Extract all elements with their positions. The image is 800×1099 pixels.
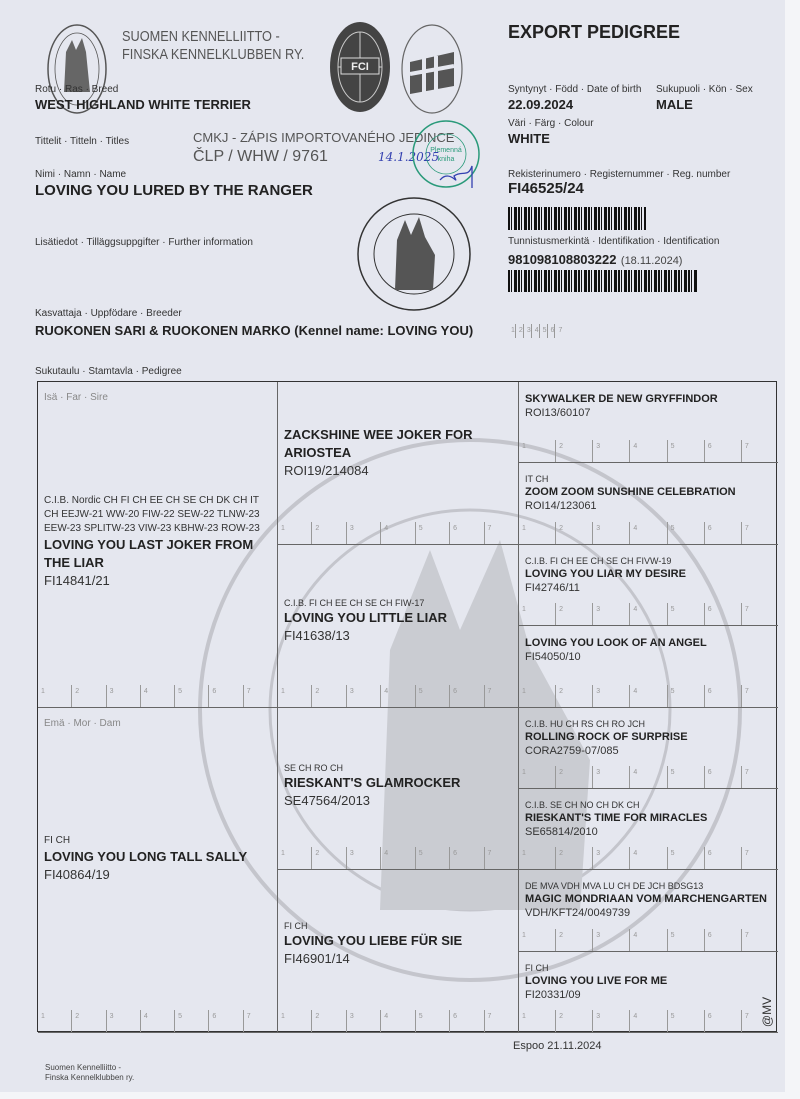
pedigree-cell-gen3 — [519, 789, 778, 870]
scale-mark: 7 — [243, 1010, 277, 1032]
pedigree-cell-gen2 — [278, 870, 519, 1033]
scale-mark: 1 — [522, 931, 526, 939]
signature-mark: @MV — [760, 996, 775, 1028]
scale-mark: 5 — [667, 929, 704, 951]
scale-mark: 3 — [106, 1010, 140, 1032]
dog-reg-number: FI41638/13 — [284, 627, 350, 643]
fci-logo-text: FCI — [351, 61, 369, 73]
dob-label: Syntynyt · Född · Date of birth — [508, 84, 642, 95]
scale-mark: 3 — [592, 603, 629, 625]
pedigree-table — [37, 381, 777, 1032]
scale-mark: 4 — [531, 324, 539, 338]
further-info-label: Lisätiedot · Tilläggsuppgifter · Further information — [35, 237, 253, 248]
scale-mark: 7 — [741, 440, 778, 462]
dog-name: LOVING YOU LIEBE FÜR SIE — [284, 933, 463, 949]
pedigree-cell-gen3 — [519, 382, 778, 463]
scale-mark: 5 — [667, 440, 704, 462]
scale-mark: 3 — [592, 929, 629, 951]
dog-titles: IT CH — [525, 474, 549, 485]
dog-titles: C.I.B. Nordic CH FI CH EE CH SE CH DK CH IT CH EEJW-21 WW-20 FIW-22 SEW-22 TLNW-23 EEW-23 SPLITW-23 VIW-23 KBHW-23 ROW-23 — [44, 495, 260, 534]
dog-name: RIESKANT'S TIME FOR MIRACLES — [525, 811, 708, 824]
dog-name: ZOOM ZOOM SUNSHINE CELEBRATION — [525, 486, 736, 499]
scale-mark: 5 — [415, 847, 449, 869]
identification-label: Tunnistusmerkintä · Identifikation · Identification — [508, 236, 720, 247]
breeder-label: Kasvattaja · Uppfödare · Breeder — [35, 308, 182, 319]
dog-reg-number: VDH/KFT24/0049739 — [525, 907, 631, 920]
scale-mark: 5 — [667, 766, 704, 788]
footer-org-line2: Finska Kennelklubben ry. — [45, 1073, 135, 1082]
scale-mark: 5 — [415, 522, 449, 544]
scale-mark: 3 — [592, 522, 629, 544]
pedigree-entry — [284, 878, 512, 968]
colour-label: Väri · Färg · Colour — [508, 118, 594, 129]
scale-mark: 1 — [281, 687, 285, 695]
scale-mark: 4 — [629, 685, 666, 707]
pedigree-cell-gen1 — [38, 382, 278, 708]
sex-value: MALE — [656, 97, 693, 112]
scale-mark: 2 — [555, 685, 592, 707]
pedigree-cell-gen2 — [278, 545, 519, 708]
scale-mark: 6 — [704, 685, 741, 707]
pedigree-entry — [284, 390, 512, 480]
scale-mark: 4 — [380, 1010, 414, 1032]
pedigree-entry — [525, 390, 772, 420]
titles-label: Tittelit · Titteln · Titles — [35, 136, 130, 147]
dog-name: MAGIC MONDRIAAN VOM MARCHENGARTEN — [525, 893, 767, 906]
pedigree-entry — [44, 716, 271, 884]
scale-ruler — [519, 1010, 778, 1032]
svg-text:Plemenná: Plemenná — [430, 147, 462, 154]
pedigree-entry — [284, 553, 512, 645]
scale-mark: 2 — [555, 603, 592, 625]
scale-mark: 2 — [555, 522, 592, 544]
scale-ruler — [38, 1010, 277, 1032]
scale-mark: 2 — [555, 929, 592, 951]
scale-mark: 5 — [174, 1010, 208, 1032]
dam-label: Emä · Mor · Dam — [44, 717, 121, 729]
scale-ruler — [278, 1010, 518, 1032]
dog-reg-number: ROI19/214084 — [284, 463, 369, 478]
dog-name: LOVING YOU LIVE FOR ME — [525, 974, 668, 987]
pedigree-entry — [525, 878, 772, 920]
scale-mark: 5 — [539, 324, 547, 338]
scale-mark: 4 — [629, 522, 666, 544]
scale-mark: 7 — [741, 603, 778, 625]
dog-reg-number: ROI13/60107 — [525, 407, 591, 419]
scale-ruler — [278, 847, 518, 869]
nordic-kennel-union-logo — [400, 22, 464, 116]
scale-mark: 6 — [208, 685, 242, 707]
scale-mark: 1 — [522, 443, 526, 451]
scale-mark: 3 — [592, 847, 629, 869]
scale-mark: 3 — [346, 1010, 380, 1032]
name-label: Nimi · Namn · Name — [35, 169, 127, 180]
kennel-club-official-seal — [355, 195, 473, 313]
sire-label: Isä · Far · Sire — [44, 392, 108, 403]
pedigree-cell-gen3 — [519, 708, 778, 789]
org-name-line2: FINSKA KENNELKLUBBEN RY. — [122, 46, 305, 63]
dog-titles: SE CH RO CH — [284, 762, 344, 773]
sex-label: Sukupuoli · Kön · Sex — [656, 84, 753, 95]
fci-logo — [329, 20, 391, 114]
pedigree-entry — [525, 716, 772, 758]
scale-mark: 2 — [555, 440, 592, 462]
scale-mark: 4 — [629, 847, 666, 869]
scale-mark: 1 — [522, 768, 526, 776]
scale-ruler — [519, 766, 778, 788]
scale-mark: 7 — [484, 685, 518, 707]
scale-mark: 4 — [629, 440, 666, 462]
dog-name-value: LOVING YOU LURED BY THE RANGER — [35, 182, 313, 199]
scale-mark: 6 — [704, 847, 741, 869]
scale-mark: 6 — [704, 929, 741, 951]
pedigree-cell-gen2 — [278, 382, 519, 545]
scale-ruler — [519, 847, 778, 869]
scale-ruler — [508, 324, 562, 338]
dog-name: LOVING YOU LITTLE LIAR — [284, 609, 447, 625]
scale-mark: 7 — [741, 766, 778, 788]
colour-value: WHITE — [508, 131, 550, 146]
scale-mark: 7 — [484, 522, 518, 544]
dog-name: ROLLING ROCK OF SURPRISE — [525, 730, 688, 743]
scale-mark: 2 — [71, 1010, 105, 1032]
scale-mark: 1 — [522, 524, 526, 532]
scale-mark: 3 — [346, 847, 380, 869]
scale-mark: 1 — [511, 327, 515, 334]
scale-mark: 2 — [311, 847, 345, 869]
scale-mark: 3 — [592, 1010, 629, 1032]
pedigree-entry — [44, 390, 271, 590]
reg-number-value: FI46525/24 — [508, 180, 584, 197]
pedigree-entry — [525, 553, 772, 595]
scale-mark: 2 — [311, 1010, 345, 1032]
svg-text:kniha: kniha — [437, 156, 455, 163]
document-title: EXPORT PEDIGREE — [508, 22, 681, 42]
dog-titles: DE MVA VDH MVA LU CH DE JCH BDSG13 — [525, 881, 704, 892]
scale-mark: 6 — [449, 847, 483, 869]
scale-mark: 7 — [741, 847, 778, 869]
scale-mark: 7 — [741, 685, 778, 707]
scale-mark: 4 — [629, 766, 666, 788]
scale-mark: 4 — [140, 685, 174, 707]
dog-reg-number: CORA2759-07/085 — [525, 744, 619, 757]
pedigree-cell-gen3 — [519, 870, 778, 951]
scale-ruler — [519, 522, 778, 544]
pedigree-cell-gen3 — [519, 463, 778, 544]
pedigree-entry — [525, 471, 772, 513]
scale-mark: 7 — [243, 685, 277, 707]
scale-mark: 7 — [741, 1010, 778, 1032]
microchip-date: (18.11.2024) — [620, 255, 683, 267]
dog-reg-number: FI40864/19 — [44, 866, 110, 882]
scale-mark: 4 — [380, 522, 414, 544]
scale-mark: 6 — [704, 766, 741, 788]
scale-mark: 7 — [741, 522, 778, 544]
scale-mark: 6 — [208, 1010, 242, 1032]
footer-org-line1: Suomen Kennelliitto - — [45, 1063, 122, 1072]
scale-mark: 1 — [522, 850, 526, 858]
scale-mark: 7 — [741, 929, 778, 951]
scale-mark: 4 — [380, 847, 414, 869]
scale-ruler — [519, 603, 778, 625]
issue-place-date: Espoo 21.11.2024 — [513, 1040, 602, 1052]
dob-value: 22.09.2024 — [508, 97, 574, 112]
scale-mark: 4 — [140, 1010, 174, 1032]
pedigree-cell-gen3 — [519, 626, 778, 707]
scale-mark: 1 — [281, 524, 285, 532]
dog-reg-number: SE47564/2013 — [284, 792, 371, 808]
import-stamp-line1: CMKJ - ZÁPIS IMPORTOVANÉHO JEDINCE — [193, 130, 455, 145]
dog-name: LOVING YOU LOOK OF AN ANGEL — [525, 637, 707, 650]
pedigree-label: Sukutaulu · Stamtavla · Pedigree — [35, 366, 182, 377]
dog-titles: FI CH — [44, 834, 71, 846]
green-kennel-club-stamp — [410, 118, 486, 194]
breeder-value: RUOKONEN SARI & RUOKONEN MARKO (Kennel name: LOVING YOU) — [35, 323, 474, 338]
dog-name: RIESKANT'S GLAMROCKER — [284, 774, 461, 790]
scale-mark: 4 — [629, 603, 666, 625]
scale-mark: 1 — [41, 687, 45, 695]
scale-mark: 1 — [522, 1013, 526, 1020]
scale-mark: 1 — [281, 850, 285, 858]
scale-mark: 1 — [522, 606, 526, 614]
scale-mark: 5 — [415, 685, 449, 707]
pedigree-cell-gen3 — [519, 545, 778, 626]
footer-org — [45, 1063, 134, 1083]
scale-ruler — [519, 685, 778, 707]
scale-mark: 5 — [667, 847, 704, 869]
pedigree-entry — [284, 716, 512, 810]
scale-mark: 7 — [484, 847, 518, 869]
pedigree-entry — [525, 797, 772, 839]
org-name-line1: SUOMEN KENNELLIITTO - — [122, 28, 280, 45]
scale-mark: 5 — [667, 1010, 704, 1032]
scale-ruler — [278, 685, 518, 707]
dog-name: LOVING YOU LAST JOKER FROM THE LIAR — [44, 537, 254, 570]
scale-mark: 5 — [667, 603, 704, 625]
scale-mark: 2 — [515, 324, 523, 338]
dog-titles: C.I.B. HU CH RS CH RO JCH — [525, 718, 646, 729]
dog-name: ZACKSHINE WEE JOKER FOR ARIOSTEA — [284, 427, 473, 460]
scale-mark: 4 — [629, 1010, 666, 1032]
dog-reg-number: FI20331/09 — [525, 988, 581, 1001]
scale-mark: 6 — [704, 440, 741, 462]
import-stamp-number: ČLP / WHW / 9761 — [193, 148, 328, 165]
pedigree-cell-gen3 — [519, 952, 778, 1033]
dog-reg-number: FI42746/11 — [525, 581, 580, 594]
scale-mark: 1 — [522, 687, 526, 695]
scale-mark: 1 — [41, 1013, 45, 1020]
reg-number-barcode — [508, 207, 646, 230]
scale-mark: 5 — [415, 1010, 449, 1032]
import-stamp-date: 14.1.2025 — [378, 150, 440, 164]
scale-mark: 6 — [704, 1010, 741, 1032]
scale-ruler — [519, 440, 778, 462]
dog-reg-number: FI54050/10 — [525, 651, 581, 664]
microchip-number: 981098108803222 — [508, 252, 617, 267]
pedigree-entry — [525, 634, 772, 664]
dog-titles: C.I.B. SE CH NO CH DK CH — [525, 799, 640, 810]
scale-mark: 3 — [592, 685, 629, 707]
dog-titles: FI CH — [525, 962, 549, 973]
scale-mark: 2 — [71, 685, 105, 707]
scale-mark: 3 — [346, 685, 380, 707]
scale-mark: 4 — [629, 929, 666, 951]
scale-mark: 3 — [346, 522, 380, 544]
dog-titles: FI CH — [284, 921, 308, 932]
scale-mark: 3 — [592, 766, 629, 788]
dog-name: LOVING YOU LONG TALL SALLY — [44, 848, 248, 864]
scale-mark: 7 — [554, 324, 562, 338]
dog-reg-number: FI14841/21 — [44, 573, 110, 588]
dog-reg-number: SE65814/2010 — [525, 825, 598, 838]
dog-titles: C.I.B. FI CH EE CH SE CH FIVW-19 — [525, 555, 672, 566]
breed-label: Rotu · Ras · Breed — [35, 84, 119, 95]
pedigree-cell-gen2 — [278, 708, 519, 871]
scale-mark: 4 — [380, 685, 414, 707]
scale-mark: 3 — [592, 440, 629, 462]
scale-ruler — [519, 929, 778, 951]
scale-ruler — [278, 522, 518, 544]
dog-name: SKYWALKER DE NEW GRYFFINDOR — [525, 393, 718, 405]
identification-value — [508, 251, 682, 269]
scale-mark: 2 — [311, 685, 345, 707]
scale-mark: 7 — [484, 1010, 518, 1032]
breed-value: WEST HIGHLAND WHITE TERRIER — [35, 97, 251, 112]
scale-mark: 3 — [106, 685, 140, 707]
pedigree-cell-gen1 — [38, 708, 278, 1034]
scale-ruler — [38, 685, 277, 707]
scale-mark: 1 — [281, 1013, 285, 1020]
scale-mark: 6 — [449, 522, 483, 544]
dog-name: LOVING YOU LIAR MY DESIRE — [525, 567, 686, 580]
scale-mark: 2 — [555, 1010, 592, 1032]
scale-mark: 6 — [449, 1010, 483, 1032]
scale-mark: 6 — [547, 324, 555, 338]
pedigree-entry — [525, 960, 772, 1002]
dog-titles: C.I.B. FI CH EE CH SE CH FIW-17 — [284, 597, 425, 608]
scale-mark: 6 — [449, 685, 483, 707]
reg-number-label: Rekisterinumero · Registernummer · Reg. number — [508, 169, 731, 180]
scale-mark: 5 — [667, 685, 704, 707]
org-name — [122, 28, 304, 64]
microchip-barcode — [508, 270, 698, 292]
scale-mark: 6 — [704, 603, 741, 625]
scale-ruler — [508, 324, 746, 338]
scale-mark: 6 — [704, 522, 741, 544]
scale-mark: 2 — [555, 847, 592, 869]
scale-mark: 3 — [523, 324, 531, 338]
dog-reg-number: FI46901/14 — [284, 951, 350, 967]
dog-reg-number: ROI14/123061 — [525, 500, 597, 513]
scale-mark: 5 — [667, 522, 704, 544]
scale-mark: 2 — [311, 522, 345, 544]
scale-mark: 2 — [555, 766, 592, 788]
scale-mark: 5 — [174, 685, 208, 707]
